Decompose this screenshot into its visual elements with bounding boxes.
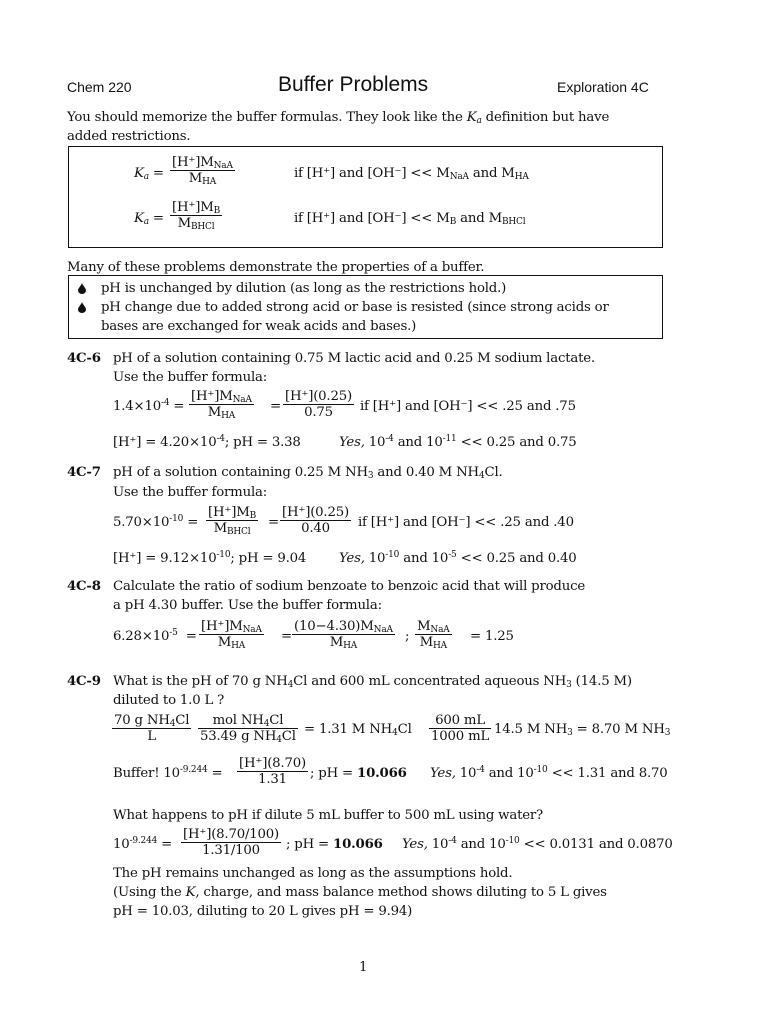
formula-1-lhs: $K_a$ = bbox=[134, 166, 164, 182]
problem-4c7-fraction-2: $\frac{[H^+](0.25)}{0.40}$ bbox=[282, 505, 349, 536]
property-item-2-cont: bases are exchanged for weak acids and bases.) bbox=[101, 319, 417, 334]
problem-4c9-text-2: diluted to 1.0 L ? bbox=[113, 693, 225, 708]
problem-label-4c8: 4C-8 bbox=[67, 579, 101, 594]
problem-4c6-text-2: Use the buffer formula: bbox=[113, 370, 268, 385]
problem-4c6-result: $[H^+] = 4.20\times 10^{-4}$; pH = 3.38 bbox=[113, 434, 301, 450]
buffer-equation-check: Yes, $10^{-4}$ and $10^{-10} << 1.31$ and 8.70 bbox=[430, 765, 668, 781]
dilution-note-2: (Using the K, charge, and mass balance method shows diluting to 5 L gives bbox=[113, 885, 607, 900]
problem-4c6-fraction-2: $\frac{[H^+](0.25)}{0.75}$ bbox=[285, 389, 352, 420]
problem-4c8-fraction-3: $M_{NaA}$ $M_{HA}$ bbox=[417, 619, 450, 651]
course-label: Chem 220 bbox=[67, 79, 132, 95]
intro-line-1: You should memorize the buffer formulas. They look like the $K_a$ definition but have bbox=[67, 110, 610, 126]
dilution-question: What happens to pH if dilute 5 mL buffer to 500 mL using water? bbox=[113, 808, 543, 823]
formula-1-condition: if [H⁺] and $[OH^-] << M_{NaA}$ and $M_{HA}$ bbox=[294, 166, 529, 182]
conversion-result-2: 14.5 M $NH_3 = 8.70$ M $NH_3$ bbox=[494, 722, 671, 738]
dilution-note-3: pH = 10.03, diluting to 20 L gives pH = 9.94) bbox=[113, 904, 413, 919]
drop-bullet-icon bbox=[78, 283, 86, 294]
problem-4c8-ratio: = 1.25 bbox=[470, 629, 514, 644]
dilution-equation-ph: ; pH = 10.066 bbox=[286, 837, 383, 852]
problem-4c9-text: What is the pH of 70 g $NH_4Cl$ and 600 mL concentrated aqueous $NH_3$ (14.5 M) bbox=[113, 674, 632, 690]
exploration-label: Exploration 4C bbox=[557, 79, 649, 95]
dilution-equation-fraction: $\frac{[H^+](8.70/100)}{1.31/100}$ bbox=[183, 827, 280, 858]
conversion-fraction-2: mol $NH_4Cl$ 53.49 g $NH_4Cl$ bbox=[200, 713, 296, 745]
problem-4c7-condition: if [H⁺] and [OH⁻] << .25 and .40 bbox=[358, 515, 574, 530]
property-item-2: pH change due to added strong acid or base is resisted (since strong acids or bbox=[101, 300, 609, 315]
page-number: 1 bbox=[359, 960, 368, 975]
property-item-1: pH is unchanged by dilution (as long as the restrictions hold.) bbox=[101, 281, 507, 296]
formula-2-fraction: $[H^+]M_B$ $M_{BHCl}$ bbox=[172, 200, 221, 232]
problem-4c6-fraction-1: $[H^+]M_{NaA}$ $M_{HA}$ bbox=[191, 389, 252, 421]
problem-4c6-condition: if [H⁺] and [OH⁻] << .25 and .75 bbox=[360, 399, 576, 414]
buffer-equation-ph: ; pH = 10.066 bbox=[310, 766, 407, 781]
problem-4c7-text-2: Use the buffer formula: bbox=[113, 485, 268, 500]
problem-4c7-lhs: $5.70\times 10^{-10}$ = bbox=[113, 514, 199, 530]
problem-label-4c9: 4C-9 bbox=[67, 674, 101, 689]
problem-4c7-result: $[H^+] = 9.12\times 10^{-10}$; pH = 9.04 bbox=[113, 550, 307, 566]
dilution-equation-check: Yes, $10^{-4}$ and $10^{-10} << 0.0131$ and 0.0870 bbox=[402, 836, 673, 852]
problem-label-4c7: 4C-7 bbox=[67, 465, 101, 480]
conversion-result-1: = 1.31 M $NH_4Cl$ bbox=[304, 722, 412, 738]
problem-4c7-text: pH of a solution containing 0.25 M $NH_3$ and 0.40 M $NH_4Cl$. bbox=[113, 465, 503, 481]
buffer-equation-lhs: Buffer! $10^{-9.244}$ = bbox=[113, 765, 223, 781]
problem-4c8-fraction-1: $[H^+]M_{NaA}$ $M_{HA}$ bbox=[201, 619, 262, 651]
problem-4c8-fraction-2: $(10-4.30)M_{NaA}$ $M_{HA}$ bbox=[294, 619, 393, 651]
formula-2-condition: if [H⁺] and $[OH^-] << M_B$ and $M_{BHCl}$ bbox=[294, 211, 526, 227]
dilution-equation-lhs: $10^{-9.244}$ = bbox=[113, 836, 173, 852]
problem-4c6-check: Yes, $10^{-4}$ and $10^{-11} << 0.25$ and 0.75 bbox=[339, 434, 577, 450]
conversion-fraction-1: $\frac{70 g NH_4Cl}{L}$ bbox=[114, 713, 190, 744]
formula-box bbox=[68, 146, 663, 248]
drop-bullet-icon bbox=[78, 302, 86, 313]
problem-4c7-fraction-1: $[H^+]M_B$ $M_{BHCl}$ bbox=[208, 505, 257, 537]
conversion-fraction-3: $\frac{600 mL}{1000 mL}$ bbox=[431, 713, 490, 744]
problem-4c6-text: pH of a solution containing 0.75 M lactic acid and 0.25 M sodium lactate. bbox=[113, 351, 595, 366]
formula-1-fraction: $[H^+]M_{NaA}$ $M_{HA}$ bbox=[172, 155, 233, 187]
problem-4c8-text: Calculate the ratio of sodium benzoate to benzoic acid that will produce bbox=[113, 579, 586, 594]
buffer-equation-fraction: $\frac{[H^+](8.70)}{1.31}$ bbox=[239, 756, 306, 787]
properties-intro: Many of these problems demonstrate the properties of a buffer. bbox=[67, 260, 485, 275]
document-page: Chem 220 Buffer Problems Exploration 4C You should memorize the buffer formulas. They look like the $K_a$ definition but have added restrictions. $K_a$ = $[H^+]M_{NaA}$ $M_{HA}$ if [H⁺] and $[OH^-] << M_{NaA}$ and $M_{HA}$ $K_a$ = $[H^+]M_B$ $M_{BHCl}$ if [H⁺] and $[OH^-] << M_B$ and $M_{BHCl}$ Many of these problems demonstrate the properties of a buffer. pH is unchanged by dilution (as long as the restrictions hold.) pH change due to added strong acid or base is resisted (since strong acids or bases are exchanged for weak acids and bases.) 4C-6 pH of a solution containing 0.75 M lactic acid and 0.25 M sodium lactate. Use the buffer formula: $1.4\times 10^{-4}$ = $[H^+]M_{NaA}$ $M_{HA}$ = $\frac{[H^+](0.25)}{0.75}$ if [H⁺] and [OH⁻] << .25 and .75 $[H^+] = 4.20\times 10^{-4}$; pH = 3.38 Yes, $10^{-4}$ and $10^{-11} << 0.25$ and 0.75 4C-7 pH of a solution containing 0.25 M $NH_3$ and 0.40 M $NH_4Cl$. Use the buffer formula: $5.70\times 10^{-10}$ = $[H^+]M_B$ $M_{BHCl}$ = $\frac{[H^+](0.25)}{0.40}$ if [H⁺] and [OH⁻] << .25 and .40 $[H^+] = 9.12\times 10^{-10}$; pH = 9.04 Yes, $10^{-10}$ and $10^{-5} << 0.25$ and 0.40 4C-8 Calculate the ratio of sodium benzoate to benzoic acid that will produce a pH 4.30 buffer. Use the buffer formula: $6.28\times 10^{-5}$ = $[H^+]M_{NaA}$ $M_{HA}$ = $(10-4.30)M_{NaA}$ $M_{HA}$ ; $M_{NaA}$ $M_{HA}$ = 1.25 4C-9 What is the pH of 70 g $NH_4Cl$ and 600 mL concentrated aqueous $NH_3$ (14.5 M) diluted to 1.0 L ? $\frac{70 g NH_4Cl}{L}$ mol $NH_4Cl$ 53.49 g $NH_4Cl$ = 1.31 M $NH_4Cl$ $\frac{600 mL}{1000 mL}$ 14.5 M $NH_3 = 8.70$ M $NH_3$ Buffer! $10^{-9.244}$ = $\frac{[H^+](8.70)}{1.31}$ ; pH = 10.066 Yes, $10^{-4}$ and $10^{-10} << 1.31$ and 8.70 What happens to pH if dilute 5 mL buffer to 500 mL using water? $10^{-9.244}$ = $\frac{[H^+](8.70/100)}{1.31/100}$ ; pH = 10.066 Yes, $10^{-4}$ and $10^{-10} << 0.0131$ and 0.0870 The pH remains unchanged as long as the assumptions hold. (Using the K, charge, and mass balance method shows diluting to 5 L gives pH = 10.03, diluting to 20 L gives pH = 9.94) 1 bbox=[67, 73, 673, 975]
problem-4c7-check: Yes, $10^{-10}$ and $10^{-5} << 0.25$ and 0.40 bbox=[339, 550, 577, 566]
page-title: Buffer Problems bbox=[278, 73, 429, 96]
dilution-note-1: The pH remains unchanged as long as the assumptions hold. bbox=[113, 866, 513, 881]
problem-label-4c6: 4C-6 bbox=[67, 351, 101, 366]
intro-line-2: added restrictions. bbox=[67, 129, 191, 144]
formula-2-lhs: $K_a$ = bbox=[134, 211, 164, 227]
problem-4c6-lhs: $1.4\times 10^{-4}$ = bbox=[113, 398, 185, 414]
problem-4c8-lhs: $6.28\times 10^{-5}$ = bbox=[113, 628, 197, 644]
problem-4c8-text-2: a pH 4.30 buffer. Use the buffer formula: bbox=[113, 598, 382, 613]
